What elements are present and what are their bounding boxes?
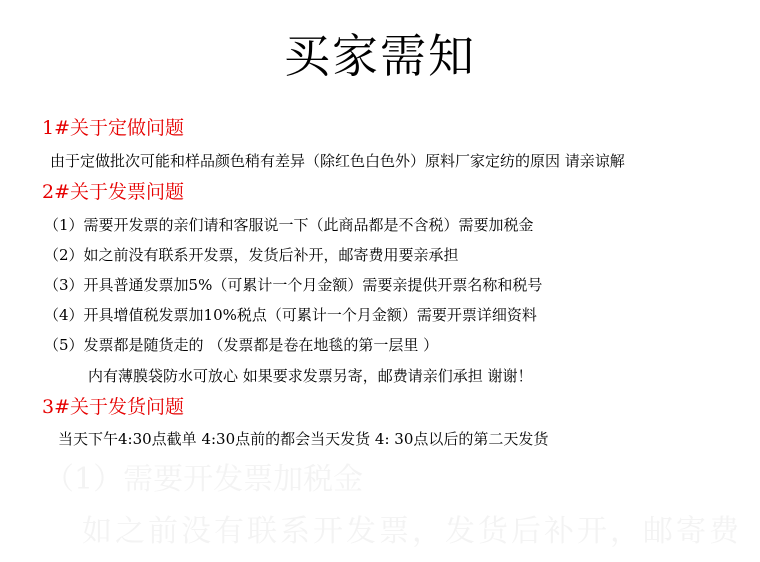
shipping-cutoff-note: 当天下午4:30点截单 4:30点前的都会当天发货 4: 30点以后的第二天发货 [58,430,549,448]
section-heading-shipping: 3#关于发货问题 [42,396,185,418]
invoice-item-4: （4）开具增值税发票加10%税点（可累计一个月金额）需要开票详细资料 [44,306,537,324]
section-heading-custom-order: 1#关于定做问题 [42,117,185,139]
invoice-item-2: （2）如之前没有联系开发票，发货后补开，邮寄费用要亲承担 [44,246,459,264]
watermark-line-1: （1）需要开发票加税金 [44,462,364,497]
section-heading-invoice: 2#关于发票问题 [42,181,185,203]
invoice-item-3: （3）开具普通发票加5%（可累计一个月金额）需要亲提供开票名称和税号 [44,276,543,294]
watermark-line-2: 如之前没有联系开发票，发货后补开，邮寄费 [82,514,742,549]
page-title: 买家需知 [284,29,476,83]
invoice-item-1: （1）需要开发票的亲们请和客服说一下（此商品都是不含税）需要加税金 [44,216,534,234]
invoice-item-5-continued: 内有薄膜袋防水可放心 如果要求发票另寄，邮费请亲们承担 谢谢！ [88,367,533,385]
custom-order-note: 由于定做批次可能和样品颜色稍有差异（除红色白色外）原料厂家定纺的原因 请亲谅解 [50,152,625,170]
invoice-item-5: （5）发票都是随货走的 （发票都是卷在地毯的第一层里 ） [44,336,439,354]
